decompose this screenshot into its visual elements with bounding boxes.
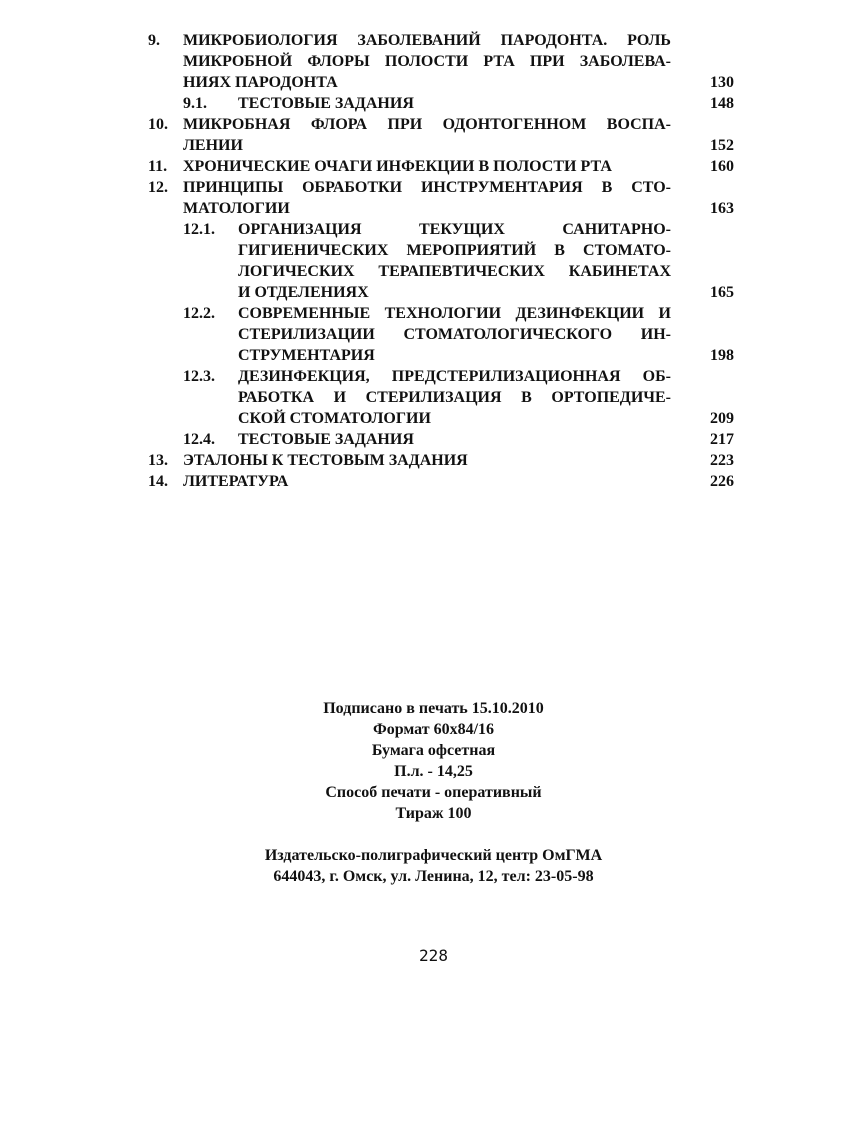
imprint-run: Тираж 100: [395, 805, 472, 822]
toc-title-line: ПРИНЦИПЫ ОБРАБОТКИ ИНСТРУМЕНТАРИЯ В СТО-: [183, 179, 671, 196]
toc-title-line: ТЕСТОВЫЕ ЗАДАНИЯ: [238, 431, 414, 448]
toc-page-number: 226: [710, 473, 734, 490]
page-number: 228: [419, 946, 448, 965]
toc-number: 12.3.: [183, 368, 215, 385]
toc-number: 12.1.: [183, 221, 215, 238]
toc-title-line: СКОЙ СТОМАТОЛОГИИ: [238, 410, 431, 427]
toc-page-number: 217: [710, 431, 734, 448]
toc-number: 13.: [148, 452, 168, 469]
toc-page-number: 209: [710, 410, 734, 427]
toc-title-line: ТЕСТОВЫЕ ЗАДАНИЯ: [238, 95, 414, 112]
toc-page-number: 160: [710, 158, 734, 175]
toc-page-number: 198: [710, 347, 734, 364]
toc-title-line: СОВРЕМЕННЫЕ ТЕХНОЛОГИИ ДЕЗИНФЕКЦИИ И: [238, 305, 671, 322]
toc-title-line: МИКРОБНОЙ ФЛОРЫ ПОЛОСТИ РТА ПРИ ЗАБОЛЕВА-: [183, 53, 671, 70]
imprint-signed-date: Подписано в печать 15.10.2010: [323, 700, 544, 717]
toc-title-line: ОРГАНИЗАЦИЯ ТЕКУЩИХ САНИТАРНО-: [238, 221, 671, 238]
toc-number: 12.: [148, 179, 168, 196]
imprint-publisher: Издательско-полиграфический центр ОмГМА: [264, 847, 603, 864]
toc-page-number: 130: [710, 74, 734, 91]
toc-title-line: МИКРОБНАЯ ФЛОРА ПРИ ОДОНТОГЕННОМ ВОСПА-: [183, 116, 671, 133]
toc-number: 9.1.: [183, 95, 207, 112]
toc-title-line: СТЕРИЛИЗАЦИИ СТОМАТОЛОГИЧЕСКОГО ИН-: [238, 326, 671, 343]
imprint-address: 644043, г. Омск, ул. Ленина, 12, тел: 23-05-98: [273, 868, 594, 885]
toc-page-number: 223: [710, 452, 734, 469]
toc-page-number: 165: [710, 284, 734, 301]
toc-page-number: 152: [710, 137, 734, 154]
imprint-sheets: П.л. - 14,25: [394, 763, 473, 780]
imprint-format: Формат 60х84/16: [372, 721, 495, 738]
toc-number: 14.: [148, 473, 168, 490]
toc-title-line: МАТОЛОГИИ: [183, 200, 290, 217]
toc-title-line: ДЕЗИНФЕКЦИЯ, ПРЕДСТЕРИЛИЗАЦИОННАЯ ОБ-: [238, 368, 671, 385]
toc-number: 12.4.: [183, 431, 215, 448]
toc-title-line: ХРОНИЧЕСКИЕ ОЧАГИ ИНФЕКЦИИ В ПОЛОСТИ РТА: [183, 158, 612, 175]
toc-title-line: ЛЕНИИ: [183, 137, 243, 154]
toc-title-line: МИКРОБИОЛОГИЯ ЗАБОЛЕВАНИЙ ПАРОДОНТА. РОЛЬ: [183, 32, 671, 49]
toc-title-line: И ОТДЕЛЕНИЯХ: [238, 284, 369, 301]
toc-title-line: ЛИТЕРАТУРА: [183, 473, 289, 490]
toc-title-line: ГИГИЕНИЧЕСКИХ МЕРОПРИЯТИЙ В СТОМАТО-: [238, 242, 671, 259]
toc-number: 11.: [148, 158, 168, 175]
table-of-contents: [0, 0, 867, 500]
toc-title-line: ЛОГИЧЕСКИХ ТЕРАПЕВТИЧЕСКИХ КАБИНЕТАХ: [238, 263, 671, 280]
imprint-print-method: Способ печати - оперативный: [325, 784, 542, 801]
toc-title-line: ЭТАЛОНЫ К ТЕСТОВЫМ ЗАДАНИЯ: [183, 452, 468, 469]
imprint-paper: Бумага офсетная: [371, 742, 496, 759]
toc-title-line: РАБОТКА И СТЕРИЛИЗАЦИЯ В ОРТОПЕДИЧЕ-: [238, 389, 671, 406]
toc-page-number: 148: [710, 95, 734, 112]
toc-number: 12.2.: [183, 305, 215, 322]
toc-title-line: СТРУМЕНТАРИЯ: [238, 347, 375, 364]
toc-number: 9.: [148, 32, 160, 49]
toc-page-number: 163: [710, 200, 734, 217]
toc-title-line: НИЯХ ПАРОДОНТА: [183, 74, 338, 91]
toc-number: 10.: [148, 116, 168, 133]
